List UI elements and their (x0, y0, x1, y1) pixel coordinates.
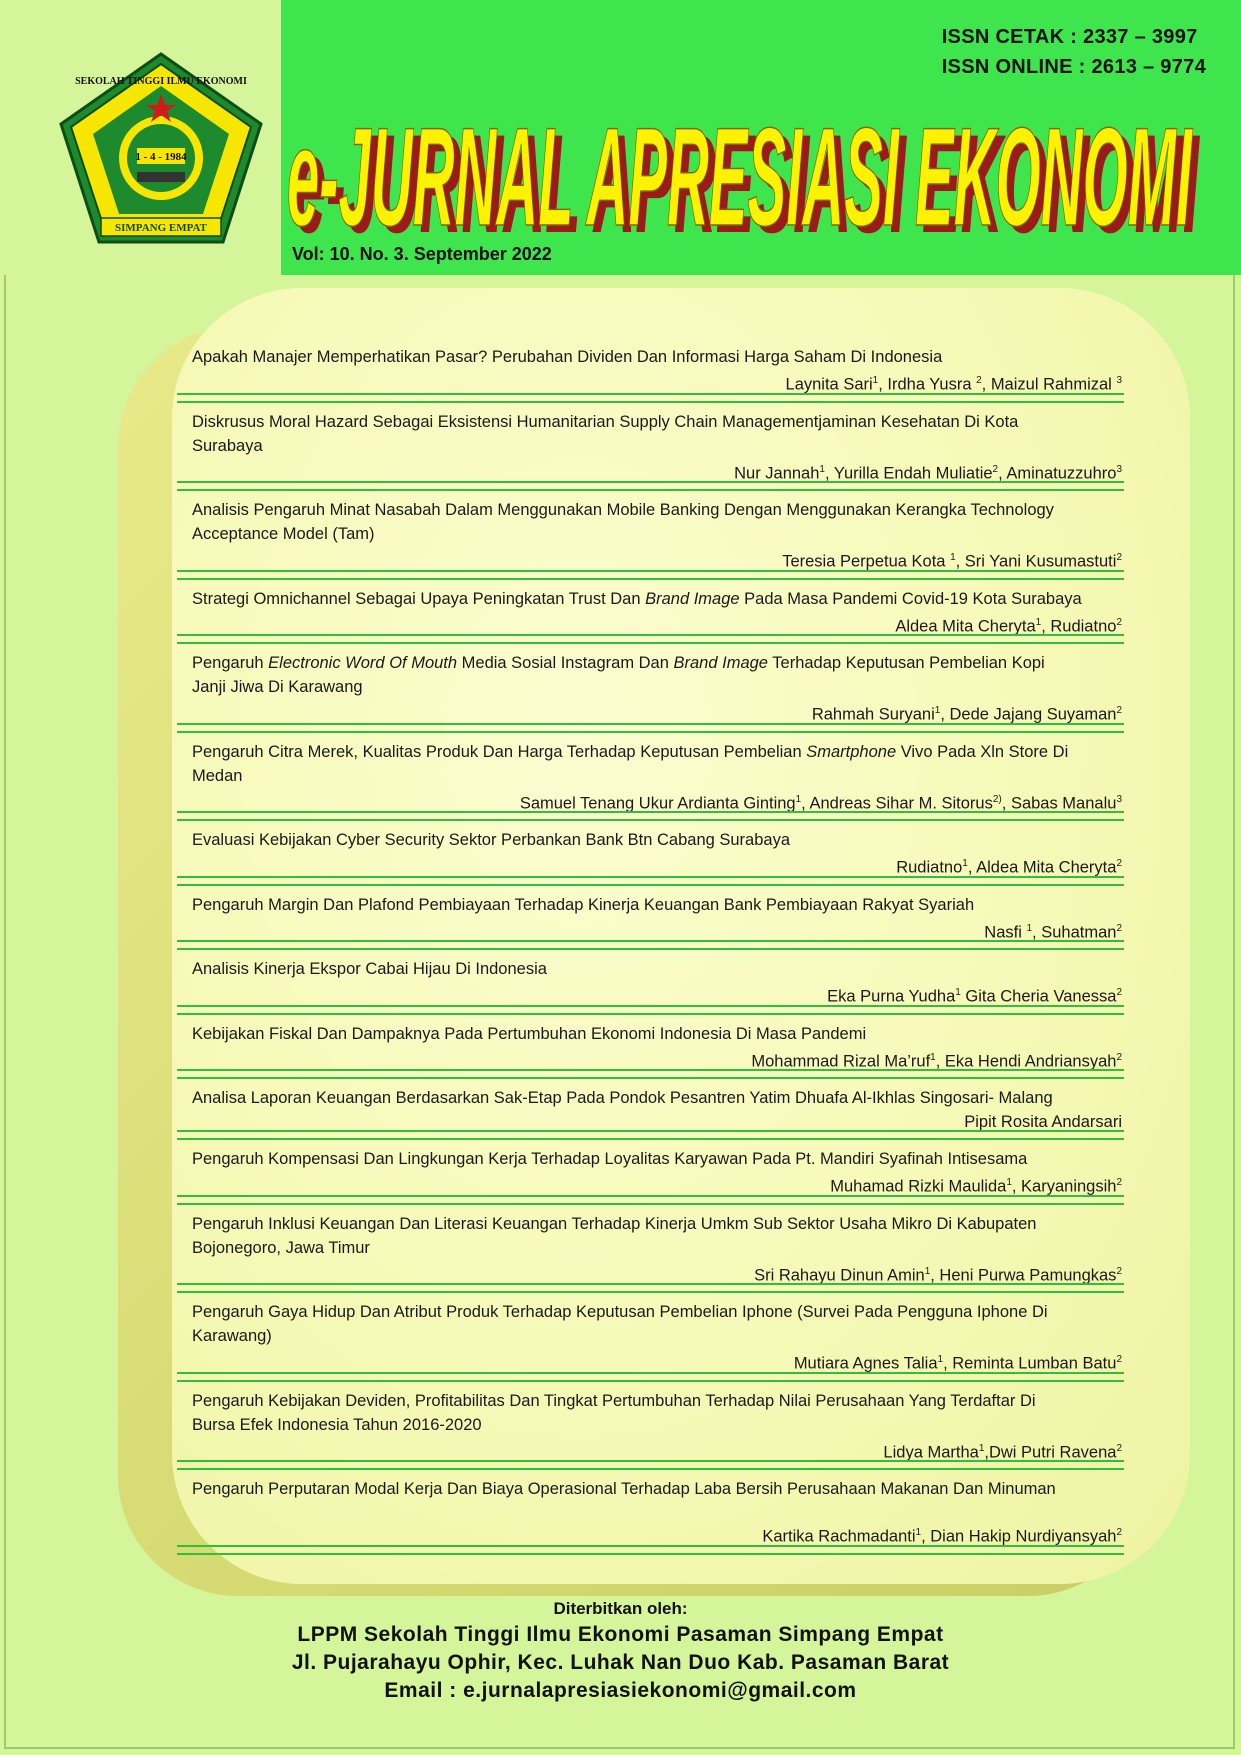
article-authors: Rudiatno$^1$, Aldea Mita Cheryta$^2$ (896, 858, 1122, 877)
author-name: Nasfi (984, 923, 1027, 941)
article-title: Evaluasi Kebijakan Cyber Security Sektor Perbankan Bank Btn Cabang Surabaya (192, 831, 791, 849)
article-entry (192, 410, 1122, 492)
article-title: Pengaruh Electronic Word Of Mouth Media Sosial Instagram Dan Brand Image Terhadap Keputusan Pembelian Kopi Janji Jiwa Di Karawang (192, 654, 1045, 696)
volume-info: Vol: 10. No. 3. September 2022 (292, 244, 552, 264)
article-authors: Aldea Mita Cheryta$^1$, Rudiatno$^2$ (895, 616, 1122, 635)
article-entry (192, 345, 1122, 403)
college-logo-emblem (55, 50, 267, 250)
article-entry (192, 1477, 1122, 1555)
author-affiliation-mark: 1 (872, 375, 879, 386)
author-name: Sri Rahayu Dinun Amin (754, 1266, 925, 1284)
article-authors (192, 981, 1122, 1009)
author-affiliation-mark: 3 (1116, 793, 1122, 805)
author-affiliation-mark: 1 (950, 552, 956, 563)
author-affiliation-mark: 2 (992, 463, 999, 475)
article-entry (192, 1300, 1122, 1382)
article-entry (192, 1147, 1122, 1205)
author-name: Irdha Yusra (887, 375, 977, 394)
author-name: Rahmah Suryani (811, 705, 935, 724)
article-authors: Mohammad Rizal Ma’ruf$^1$, Eka Hendi Andriansyah$^2$ (751, 1051, 1122, 1070)
author-affiliation-mark: 1 (934, 705, 941, 716)
author-name: Pipit Rosita Andarsari (964, 1113, 1122, 1131)
article-authors: Nur Jannah$^1$, Yurilla Endah Muliatie$^2$, Aminatuzzuhro$^3$ (734, 463, 1122, 482)
article-entry (192, 828, 1122, 886)
author-affiliation-mark: 1 (955, 987, 961, 998)
header (0, 0, 1241, 275)
author-affiliation-mark: 1 (819, 463, 825, 475)
article-authors: Teresia Perpetua Kota $^1$, Sri Yani Kusumastuti$^2$ (782, 552, 1122, 571)
issn-block (942, 22, 1206, 82)
logo-banner-text: SIMPANG EMPAT (115, 222, 207, 234)
author-affiliation-mark: 2 (1116, 1051, 1122, 1063)
author-affiliation-mark: 1 (1006, 1177, 1012, 1188)
article-title: Analisis Kinerja Ekspor Cabai Hijau Di Indonesia (192, 960, 547, 978)
article-title: Analisa Laporan Keuangan Berdasarkan Sak-Etap Pada Pondok Pesantren Yatim Dhuafa Al-Ikhlas Singosari- Malang (192, 1089, 1053, 1107)
article-title: Pengaruh Margin Dan Plafond Pembiayaan Terhadap Kinerja Keuangan Bank Pembiayaan Rakyat Syariah (192, 895, 975, 914)
author-name: Laynita Sari (785, 375, 873, 394)
author-name: Karyaningsih (1021, 1177, 1117, 1196)
article-entry (192, 1389, 1122, 1471)
article-entry (192, 1086, 1122, 1140)
logo-date: 1 - 4 - 1984 (135, 151, 187, 163)
author-name: Eka Purna Yudha (827, 987, 956, 1006)
author-name: Maizul Rahmizal (990, 375, 1117, 394)
author-affiliation-mark: 2 (1116, 616, 1122, 628)
article-title: Pengaruh Inklusi Keuangan Dan Literasi Keuangan Terhadap Kinerja Umkm Sub Sektor Usaha Mikro Di Kabupaten Bojonegoro, Jawa Timur (192, 1214, 1037, 1257)
author-name: Reminta Lumban Batu (952, 1354, 1117, 1373)
article-title: Pengaruh Citra Merek, Kualitas Produk Dan Harga Terhadap Keputusan Pembelian Smartphone Vivo Pada Xln Store Di Medan (192, 742, 1069, 785)
author-name: Sabas Manalu (1010, 794, 1117, 812)
author-affiliation-mark: 1 (1026, 922, 1033, 934)
author-affiliation-mark: 1 (930, 1051, 936, 1063)
journal-title-shadow: e-JURNAL APRESIASI EKONOMI (294, 105, 1201, 252)
author-affiliation-mark: 3 (1116, 375, 1122, 386)
author-affiliation-mark: 1 (937, 1354, 944, 1365)
author-name: Gita Cheria Vanessa (960, 987, 1117, 1006)
author-affiliation-mark: 2) (992, 793, 1002, 805)
article-title: Pengaruh Kebijakan Deviden, Profitabilitas Dan Tingkat Pertumbuhan Terhadap Nilai Perusahaan Yang Terdaftar Di Bursa Efek Indonesia Tahun 2016-2020 (192, 1391, 1036, 1434)
publisher-footer (0, 1597, 1241, 1705)
author-affiliation-mark: 2 (1116, 552, 1122, 563)
issn-online: ISSN ONLINE : 2613 – 9774 (941, 56, 1206, 78)
article-authors: Mutiara Agnes Talia$^1$, Reminta Lumban Batu$^2$ (793, 1354, 1122, 1373)
article-title: Strategi Omnichannel Sebagai Upaya Peningkatan Trust Dan Brand Image Pada Masa Pandemi Covid-19 Kota Surabaya (192, 589, 1082, 608)
article-entry (192, 587, 1122, 645)
author-affiliation-mark: 2 (1116, 987, 1122, 998)
article-title: Pengaruh Kompensasi Dan Lingkungan Kerja Terhadap Loyalitas Karyawan Pada Pt. Mandiri Syafinah Intisesama (192, 1150, 1028, 1168)
article-authors: Rahmah Suryani$^1$, Dede Jajang Suyaman$^2$ (811, 705, 1122, 724)
publisher-label: Diterbitkan oleh: (553, 1599, 688, 1618)
author-name: Muhamad Rizki Maulida (830, 1177, 1007, 1196)
article-title: Analisis Pengaruh Minat Nasabah Dalam Menggunakan Mobile Banking Dengan Menggunakan Kerangka Technology Acceptance Model (Tam) (192, 501, 1054, 543)
author-name: Kartika Rachmadanti (762, 1527, 916, 1546)
author-name: Suhatman (1041, 923, 1117, 941)
author-name: Rudiatno (1050, 617, 1117, 635)
author-affiliation-mark: 2 (976, 375, 982, 386)
article-title: Kebijakan Fiskal Dan Dampaknya Pada Pertumbuhan Ekonomi Indonesia Di Masa Pandemi (192, 1024, 867, 1043)
logo-ring-text: SEKOLAH TINGGI ILMU EKONOMI (75, 76, 247, 87)
article-title: Pengaruh Gaya Hidup Dan Atribut Produk Terhadap Keputusan Pembelian Iphone (Survei Pada Pengguna Iphone Di Karawang) (192, 1303, 1048, 1345)
publisher-name: LPPM Sekolah Tinggi Ilmu Ekonomi Pasaman Simpang Empat (297, 1623, 944, 1646)
author-affiliation-mark: 3 (1116, 463, 1122, 475)
author-affiliation-mark: 1 (1035, 616, 1042, 628)
article-entry (192, 957, 1122, 1015)
article-authors: Nasfi $^1$, Suhatman$^2$ (984, 922, 1122, 941)
article-authors: Laynita Sari$^1$, Irdha Yusra $^2$, Maizul Rahmizal $^3$ (785, 375, 1122, 394)
author-name: Dede Jajang Suyaman (949, 705, 1117, 724)
author-name: ,Dwi Putri Ravena (984, 1443, 1117, 1461)
author-name: Sri Yani Kusumastuti (964, 552, 1117, 571)
author-affiliation-mark: 1 (915, 1527, 922, 1538)
article-entry (192, 1212, 1122, 1294)
author-affiliation-mark: 2 (1116, 1265, 1122, 1277)
author-affiliation-mark: 1 (962, 858, 968, 869)
author-affiliation-mark: 2 (1116, 922, 1122, 934)
author-affiliation-mark: 2 (1116, 705, 1122, 716)
article-entry (192, 740, 1122, 822)
author-affiliation-mark: 1 (795, 793, 802, 805)
author-affiliation-mark: 1 (924, 1265, 931, 1277)
author-affiliation-mark: 2 (1116, 1354, 1122, 1365)
article-entry (192, 498, 1122, 580)
article-entry (192, 893, 1122, 951)
author-affiliation-mark: 2 (1116, 1442, 1122, 1454)
article-authors: Samuel Tenang Ukur Ardianta Ginting$^1$, Andreas Sihar M. Sitorus$^{2)}$, Sabas Manalu$^3$ (519, 793, 1122, 812)
author-name: Heni Purwa Pamungkas (939, 1266, 1117, 1284)
author-name: Teresia Perpetua Kota (782, 552, 951, 571)
author-name: Aldea Mita Cheryta (976, 858, 1117, 877)
article-entry (192, 1022, 1122, 1080)
article-entry (192, 651, 1122, 733)
author-name: Yurilla Endah Muliatie (833, 464, 993, 482)
author-name: Rudiatno (896, 858, 963, 877)
article-list (192, 345, 1122, 1562)
journal-title-text: e-JURNAL APRESIASI EKONOMI (287, 98, 1194, 252)
article-authors: Sri Rahayu Dinun Amin$^1$, Heni Purwa Pamungkas$^2$ (754, 1265, 1122, 1284)
author-name: Andreas Sihar M. Sitorus (809, 794, 993, 812)
author-name: Mohammad Rizal Ma’ruf (751, 1052, 931, 1070)
author-name: Nur Jannah (734, 464, 820, 482)
author-name: Samuel Tenang Ukur Ardianta Ginting (519, 794, 796, 812)
publisher-address: Jl. Pujarahayu Ophir, Kec. Luhak Nan Duo Kab. Pasaman Barat (291, 1651, 950, 1674)
author-name: Dian Hakip Nurdiyansyah (930, 1527, 1117, 1546)
author-affiliation-mark: 2 (1116, 1527, 1122, 1538)
publisher-email: Email : e.jurnalapresiasiekonomi@gmail.com (384, 1679, 857, 1702)
article-title: Apakah Manajer Memperhatikan Pasar? Perubahan Dividen Dan Informasi Harga Saham Di Indonesia (192, 348, 943, 366)
article-authors (192, 1110, 1122, 1134)
article-title: Pengaruh Perputaran Modal Kerja Dan Biaya Operasional Terhadap Laba Bersih Perusahaan Makanan Dan Minuman (192, 1480, 1056, 1498)
author-name: Aminatuzzuhro (1006, 464, 1117, 482)
author-affiliation-mark: 2 (1116, 1177, 1122, 1188)
journal-title (285, 82, 1205, 252)
author-affiliation-mark: 2 (1116, 858, 1122, 869)
article-authors (192, 1437, 1122, 1465)
issn-print: ISSN CETAK : 2337 – 3997 (941, 26, 1198, 48)
author-affiliation-mark: 1 (978, 1442, 985, 1454)
author-name: Aldea Mita Cheryta (895, 617, 1036, 635)
author-name: Mutiara Agnes Talia (793, 1354, 938, 1373)
article-authors: Muhamad Rizki Maulida$^1$, Karyaningsih$^2$ (830, 1177, 1122, 1196)
article-title: Diskrusus Moral Hazard Sebagai Eksistensi Humanitarian Supply Chain Managementjaminan Kesehatan Di Kota Surabaya (192, 412, 1019, 455)
author-name: Eka Hendi Andriansyah (944, 1052, 1117, 1070)
article-authors: Kartika Rachmadanti$^1$, Dian Hakip Nurdiyansyah$^2$ (762, 1527, 1122, 1546)
author-name: Lidya Martha (883, 1443, 979, 1461)
